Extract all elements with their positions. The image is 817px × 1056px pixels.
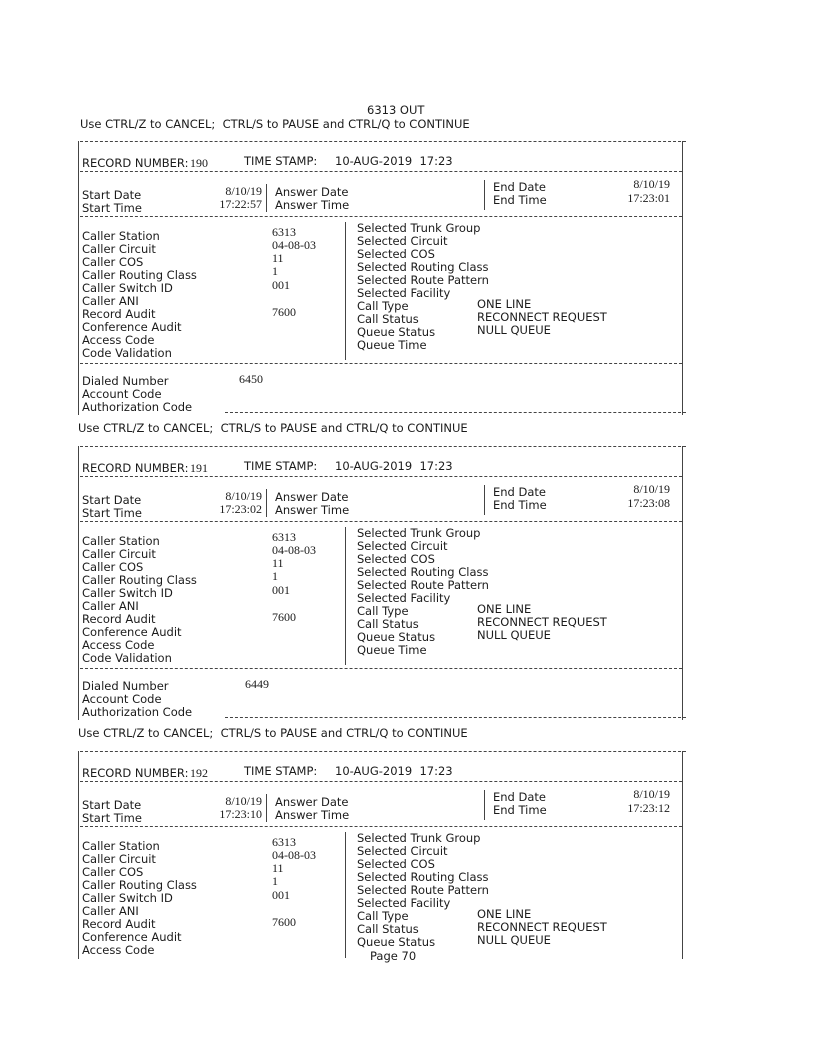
caller-routing-class-label: Caller Routing Class bbox=[82, 573, 197, 587]
conference-audit-label: Conference Audit bbox=[82, 625, 182, 639]
record-audit-label: Record Audit bbox=[82, 307, 156, 321]
end-date-label: End Date bbox=[493, 790, 546, 804]
code-validation-label: Code Validation bbox=[82, 651, 172, 665]
call-type: ONE LINE bbox=[477, 297, 532, 311]
end-time-label: End Time bbox=[493, 803, 547, 817]
selected-circuit-label: Selected Circuit bbox=[357, 844, 448, 858]
caller-circuit: 04-08-03 bbox=[272, 848, 316, 862]
call-type-label: Call Type bbox=[357, 299, 409, 313]
call-type: ONE LINE bbox=[477, 907, 532, 921]
answer-date-label: Answer Date bbox=[275, 185, 349, 199]
code-validation-label: Code Validation bbox=[82, 346, 172, 360]
instruction-line: Use CTRL/Z to CANCEL; CTRL/S to PAUSE and CTRL/Q to CONTINUE bbox=[78, 421, 468, 435]
queue-status-label: Queue Status bbox=[357, 325, 436, 339]
selected-trunk-group-label: Selected Trunk Group bbox=[357, 221, 481, 235]
dialed-number-label: Dialed Number bbox=[82, 374, 169, 388]
record-audit-label: Record Audit bbox=[82, 612, 156, 626]
call-status: RECONNECT REQUEST bbox=[477, 310, 607, 324]
start-date-label: Start Date bbox=[82, 188, 142, 202]
caller-cos: 11 bbox=[272, 861, 284, 875]
call-type: ONE LINE bbox=[477, 602, 532, 616]
record-number: 191 bbox=[190, 461, 208, 475]
time-stamp-label: TIME STAMP: bbox=[244, 154, 318, 168]
call-status: RECONNECT REQUEST bbox=[477, 920, 607, 934]
instruction-line: Use CTRL/Z to CANCEL; CTRL/S to PAUSE and CTRL/Q to CONTINUE bbox=[78, 726, 468, 740]
record-audit: 7600 bbox=[272, 915, 296, 929]
selected-route-pattern-label: Selected Route Pattern bbox=[357, 578, 489, 592]
queue-status-label: Queue Status bbox=[357, 935, 436, 949]
caller-ani-label: Caller ANI bbox=[82, 904, 139, 918]
caller-routing-class-label: Caller Routing Class bbox=[82, 268, 197, 282]
selected-routing-class-label: Selected Routing Class bbox=[357, 870, 489, 884]
end-date: 8/10/19 bbox=[633, 482, 670, 496]
answer-date-label: Answer Date bbox=[275, 795, 349, 809]
selected-routing-class-label: Selected Routing Class bbox=[357, 565, 489, 579]
page-number: Page 70 bbox=[370, 949, 417, 963]
authorization-code-label: Authorization Code bbox=[82, 705, 193, 719]
caller-circuit: 04-08-03 bbox=[272, 543, 316, 557]
start-date-label: Start Date bbox=[82, 493, 142, 507]
selected-cos-label: Selected COS bbox=[357, 552, 435, 566]
caller-routing-class: 1 bbox=[272, 569, 278, 583]
call-type-label: Call Type bbox=[357, 604, 409, 618]
end-date: 8/10/19 bbox=[633, 177, 670, 191]
end-time: 17:23:08 bbox=[627, 496, 670, 510]
caller-station: 6313 bbox=[272, 530, 296, 544]
end-time: 17:23:12 bbox=[627, 801, 670, 815]
time-stamp-label: TIME STAMP: bbox=[244, 459, 318, 473]
caller-switch-id: 001 bbox=[272, 278, 290, 292]
caller-circuit: 04-08-03 bbox=[272, 238, 316, 252]
call-status-label: Call Status bbox=[357, 922, 419, 936]
end-date: 8/10/19 bbox=[633, 787, 670, 801]
record-audit: 7600 bbox=[272, 305, 296, 319]
queue-status-label: Queue Status bbox=[357, 630, 436, 644]
caller-cos-label: Caller COS bbox=[82, 560, 144, 574]
authorization-code-label: Authorization Code bbox=[82, 400, 193, 414]
start-time-label: Start Time bbox=[82, 201, 142, 215]
queue-status: NULL QUEUE bbox=[477, 628, 551, 642]
record-audit: 7600 bbox=[272, 610, 296, 624]
selected-trunk-group-label: Selected Trunk Group bbox=[357, 526, 481, 540]
start-date-label: Start Date bbox=[82, 798, 142, 812]
caller-ani-label: Caller ANI bbox=[82, 599, 139, 613]
caller-switch-id-label: Caller Switch ID bbox=[82, 891, 173, 905]
caller-station-label: Caller Station bbox=[82, 229, 160, 243]
start-time-label: Start Time bbox=[82, 506, 142, 520]
selected-facility-label: Selected Facility bbox=[357, 896, 451, 910]
caller-station-label: Caller Station bbox=[82, 839, 160, 853]
account-code-label: Account Code bbox=[82, 692, 162, 706]
answer-time-label: Answer Time bbox=[275, 503, 350, 517]
dialed-number: 6449 bbox=[245, 677, 269, 691]
caller-cos: 11 bbox=[272, 251, 284, 265]
time-stamp-label: TIME STAMP: bbox=[244, 764, 318, 778]
selected-circuit-label: Selected Circuit bbox=[357, 234, 448, 248]
start-time: 17:22:57 bbox=[219, 197, 262, 211]
caller-cos-label: Caller COS bbox=[82, 865, 144, 879]
account-code-label: Account Code bbox=[82, 387, 162, 401]
selected-trunk-group-label: Selected Trunk Group bbox=[357, 831, 481, 845]
record-audit-label: Record Audit bbox=[82, 917, 156, 931]
call-status-label: Call Status bbox=[357, 617, 419, 631]
access-code-label: Access Code bbox=[82, 333, 155, 347]
caller-ani-label: Caller ANI bbox=[82, 294, 139, 308]
selected-facility-label: Selected Facility bbox=[357, 591, 451, 605]
caller-routing-class-label: Caller Routing Class bbox=[82, 878, 197, 892]
time-stamp: 10-AUG-2019 17:23 bbox=[335, 459, 453, 473]
dialed-number: 6450 bbox=[239, 372, 263, 386]
selected-circuit-label: Selected Circuit bbox=[357, 539, 448, 553]
selected-cos-label: Selected COS bbox=[357, 247, 435, 261]
access-code-label: Access Code bbox=[82, 943, 155, 957]
record-number: 190 bbox=[190, 156, 208, 170]
caller-station-label: Caller Station bbox=[82, 534, 160, 548]
queue-status: NULL QUEUE bbox=[477, 933, 551, 947]
end-date-label: End Date bbox=[493, 485, 546, 499]
caller-circuit-label: Caller Circuit bbox=[82, 547, 156, 561]
caller-switch-id-label: Caller Switch ID bbox=[82, 586, 173, 600]
caller-cos: 11 bbox=[272, 556, 284, 570]
queue-time-label: Queue Time bbox=[357, 643, 427, 657]
time-stamp: 10-AUG-2019 17:23 bbox=[335, 764, 453, 778]
end-date-label: End Date bbox=[493, 180, 546, 194]
time-stamp: 10-AUG-2019 17:23 bbox=[335, 154, 453, 168]
access-code-label: Access Code bbox=[82, 638, 155, 652]
start-time: 17:23:02 bbox=[219, 502, 262, 516]
answer-time-label: Answer Time bbox=[275, 198, 350, 212]
answer-date-label: Answer Date bbox=[275, 490, 349, 504]
start-time-label: Start Time bbox=[82, 811, 142, 825]
start-date: 8/10/19 bbox=[225, 184, 262, 198]
answer-time-label: Answer Time bbox=[275, 808, 350, 822]
selected-route-pattern-label: Selected Route Pattern bbox=[357, 273, 489, 287]
caller-circuit-label: Caller Circuit bbox=[82, 242, 156, 256]
record-number: 192 bbox=[190, 766, 208, 780]
call-type-label: Call Type bbox=[357, 909, 409, 923]
selected-cos-label: Selected COS bbox=[357, 857, 435, 871]
queue-status: NULL QUEUE bbox=[477, 323, 551, 337]
caller-routing-class: 1 bbox=[272, 264, 278, 278]
record-number-label: RECORD NUMBER: bbox=[82, 156, 189, 170]
caller-switch-id: 001 bbox=[272, 888, 290, 902]
instruction-line: Use CTRL/Z to CANCEL; CTRL/S to PAUSE and CTRL/Q to CONTINUE bbox=[80, 117, 470, 131]
start-date: 8/10/19 bbox=[225, 489, 262, 503]
end-time-label: End Time bbox=[493, 498, 547, 512]
selected-facility-label: Selected Facility bbox=[357, 286, 451, 300]
start-time: 17:23:10 bbox=[219, 807, 262, 821]
caller-circuit-label: Caller Circuit bbox=[82, 852, 156, 866]
selected-route-pattern-label: Selected Route Pattern bbox=[357, 883, 489, 897]
call-status: RECONNECT REQUEST bbox=[477, 615, 607, 629]
selected-routing-class-label: Selected Routing Class bbox=[357, 260, 489, 274]
caller-routing-class: 1 bbox=[272, 874, 278, 888]
caller-station: 6313 bbox=[272, 225, 296, 239]
record-number-label: RECORD NUMBER: bbox=[82, 461, 189, 475]
end-time: 17:23:01 bbox=[627, 191, 670, 205]
call-status-label: Call Status bbox=[357, 312, 419, 326]
caller-switch-id: 001 bbox=[272, 583, 290, 597]
dialed-number-label: Dialed Number bbox=[82, 679, 169, 693]
record-number-label: RECORD NUMBER: bbox=[82, 766, 189, 780]
caller-switch-id-label: Caller Switch ID bbox=[82, 281, 173, 295]
queue-time-label: Queue Time bbox=[357, 338, 427, 352]
caller-station: 6313 bbox=[272, 835, 296, 849]
start-date: 8/10/19 bbox=[225, 794, 262, 808]
conference-audit-label: Conference Audit bbox=[82, 930, 182, 944]
conference-audit-label: Conference Audit bbox=[82, 320, 182, 334]
end-time-label: End Time bbox=[493, 193, 547, 207]
page-title: 6313 OUT bbox=[367, 103, 425, 117]
caller-cos-label: Caller COS bbox=[82, 255, 144, 269]
